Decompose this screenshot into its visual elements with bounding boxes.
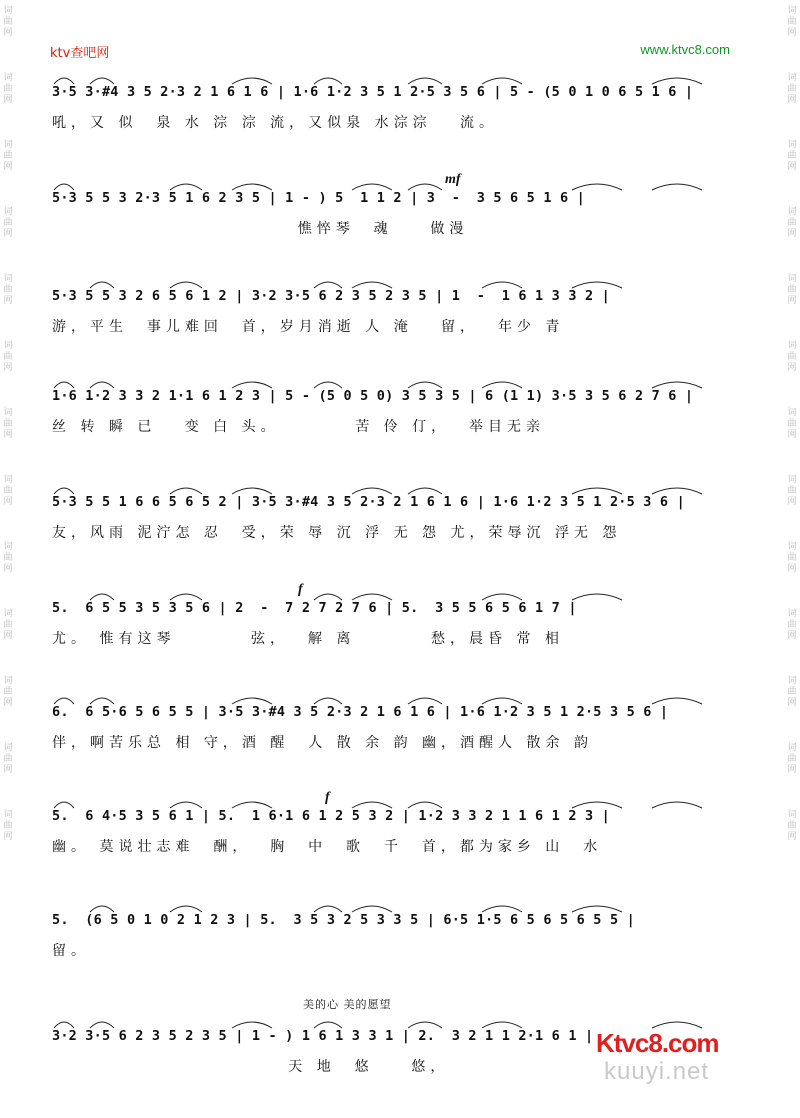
side-watermark: 词曲网 bbox=[3, 207, 13, 239]
side-watermark: 词曲网 bbox=[787, 609, 797, 641]
score-line-9 bbox=[52, 894, 772, 974]
side-watermark: 词曲网 bbox=[3, 341, 13, 373]
dynamic-mark bbox=[52, 370, 772, 390]
left-watermark-strip bbox=[1, 0, 15, 1118]
side-watermark: 词曲网 bbox=[3, 73, 13, 105]
lyric-line: 尤。 惟有这琴 弦， 解 离 愁，晨昏 常 相 bbox=[52, 631, 564, 647]
dynamic-mark bbox=[52, 66, 772, 86]
side-watermark: 词曲网 bbox=[787, 475, 797, 507]
dynamic-mark bbox=[52, 476, 772, 496]
score-line-4 bbox=[52, 370, 772, 450]
lyric-line: 天 地 悠 悠， bbox=[52, 1059, 450, 1075]
side-watermark: 词曲网 bbox=[787, 73, 797, 105]
notation-line: 5. 6 5 5 3 5 3 5 6 | 2 - 7 2 7 2 7 6 | 5. 3 5 5 6 5 6 1 7 | bbox=[52, 600, 577, 616]
lyric-line: 留。 bbox=[52, 943, 90, 959]
dynamic-mark: f bbox=[298, 582, 303, 597]
side-watermark: 词曲网 bbox=[3, 676, 13, 708]
score-line-6 bbox=[52, 582, 772, 662]
lyric-line: 憔悴琴 魂 做漫 bbox=[52, 221, 469, 237]
side-watermark: 词曲网 bbox=[787, 810, 797, 842]
side-watermark: 词曲网 bbox=[3, 609, 13, 641]
score-line-5 bbox=[52, 476, 772, 556]
site-name-header: ktv查吧网 bbox=[50, 46, 110, 61]
notation-line: 1·6 1·2 3 3 2 1·1 6 1 2 3 | 5 - (5 0 5 0) 3 5 3 5 | 6 (1 1) 3·5 3 5 6 2 7 6 | bbox=[52, 388, 694, 404]
lyric-line: 幽。 莫说壮志难 酬， 胸 中 歌 千 首，都为家乡 山 水 bbox=[52, 839, 603, 855]
site-url-header[interactable]: www.ktvc8.com bbox=[640, 42, 730, 57]
notation-line: 5·3 5 5 3 2 6 5 6 1 2 | 3·2 3·5 6 2 3 5 2 3 5 | 1 - 1 6 1 3 3 2 | bbox=[52, 288, 610, 304]
score-line-1 bbox=[52, 66, 772, 146]
lyric-line: 丝 转 瞬 已 变 白 头。 苦 伶 仃， 举目无亲 bbox=[52, 419, 546, 435]
side-watermark: 词曲网 bbox=[3, 408, 13, 440]
notation-line: 5·3 5 5 3 2·3 5 1 6 2 3 5 | 1 - ) 5 1 1 2 | 3 - 3 5 6 5 1 6 | bbox=[52, 190, 585, 206]
dynamic-mark: f bbox=[325, 790, 330, 805]
lyric-line: 伴，啊苦乐总 相 守，酒 醒 人 散 余 韵 幽，酒醒人 散余 韵 bbox=[52, 735, 593, 751]
dynamic-mark bbox=[52, 686, 772, 706]
lyric-line: 友，风雨 泥泞怎 忍 受，荣 辱 沉 浮 无 怨 尤，荣辱沉 浮无 怨 bbox=[52, 525, 622, 541]
side-watermark: 词曲网 bbox=[787, 140, 797, 172]
side-watermark: 词曲网 bbox=[787, 341, 797, 373]
section-subtitle: 美的心 美的愿望 bbox=[303, 998, 392, 1011]
side-watermark: 词曲网 bbox=[787, 743, 797, 775]
dynamic-mark bbox=[52, 894, 772, 914]
logo-watermark-text: kuuyi.net bbox=[604, 1058, 710, 1085]
dynamic-mark: mf bbox=[445, 172, 461, 187]
side-watermark: 词曲网 bbox=[787, 676, 797, 708]
right-watermark-strip bbox=[785, 0, 799, 1118]
score-line-8 bbox=[52, 790, 772, 870]
side-watermark: 词曲网 bbox=[3, 743, 13, 775]
logo-text: Ktvc8.com bbox=[596, 1028, 719, 1058]
notation-line: 6. 6 5·6 5 6 5 5 | 3·5 3·#4 3 5 2·3 2 1 6 1 6 | 1·6 1·2 3 5 1 2·5 3 5 6 | bbox=[52, 704, 669, 720]
site-logo bbox=[596, 1028, 776, 1090]
side-watermark: 词曲网 bbox=[787, 542, 797, 574]
side-watermark: 词曲网 bbox=[787, 408, 797, 440]
side-watermark: 词曲网 bbox=[3, 542, 13, 574]
dynamic-mark bbox=[52, 1010, 772, 1030]
notation-line: 5·3 5 5 1 6 6 5 6 5 2 | 3·5 3·#4 3 5 2·3 2 1 6 1 6 | 1·6 1·2 3 5 1 2·5 3 6 | bbox=[52, 494, 685, 510]
score-line-7 bbox=[52, 686, 772, 766]
notation-line: 5. (6 5 0 1 0 2 1 2 3 | 5. 3 5 3 2 5 3 3 5 | 6·5 1·5 6 5 6 5 6 5 5 | bbox=[52, 912, 635, 928]
dynamic-mark bbox=[52, 270, 772, 290]
side-watermark: 词曲网 bbox=[3, 6, 13, 38]
side-watermark: 词曲网 bbox=[3, 810, 13, 842]
side-watermark: 词曲网 bbox=[3, 475, 13, 507]
side-watermark: 词曲网 bbox=[3, 140, 13, 172]
score-line-2 bbox=[52, 172, 772, 252]
notation-line: 5. 6 4·5 3 5 6 1 | 5. 1 6·1 6 1 2 5 3 2 | 1·2 3 3 2 1 1 6 1 2 3 | bbox=[52, 808, 610, 824]
score-line-3 bbox=[52, 270, 772, 350]
notation-line: 3·2 3·5 6 2 3 5 2 3 5 | 1 - ) 1 6 1 3 3 1 | 2. 3 2 1 1 2·1 6 1 | bbox=[52, 1028, 594, 1044]
lyric-line: 吼，又 似 泉 水 淙 淙 流，又似泉 水淙淙 流。 bbox=[52, 115, 498, 131]
side-watermark: 词曲网 bbox=[787, 6, 797, 38]
notation-line: 3·5 3·#4 3 5 2·3 2 1 6 1 6 | 1·6 1·2 3 5 1 2·5 3 5 6 | 5 - (5 0 1 0 6 5 1 6 | bbox=[52, 84, 694, 100]
lyric-line: 游，平生 事儿难回 首，岁月消逝 人 淹 留， 年少 青 bbox=[52, 319, 565, 335]
side-watermark: 词曲网 bbox=[787, 274, 797, 306]
side-watermark: 词曲网 bbox=[3, 274, 13, 306]
side-watermark: 词曲网 bbox=[787, 207, 797, 239]
